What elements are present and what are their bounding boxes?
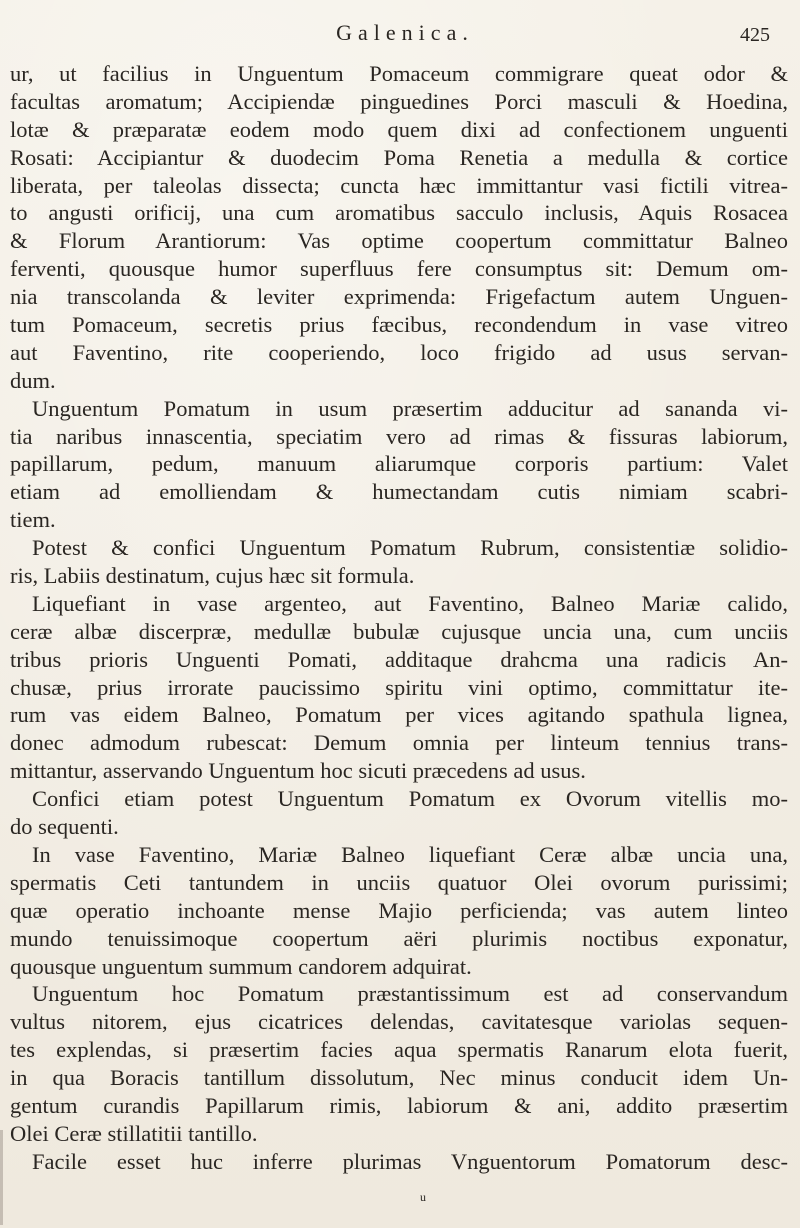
paragraph-start: In vase Faventino, Mariæ Balneo liquefiant Ceræ albæ uncia una, <box>32 841 788 867</box>
paragraph-start: Unguentum Pomatum in usum præsertim adducitur ad sananda vi- <box>32 395 788 421</box>
paragraph-start: Liquefiant in vase argenteo, aut Faventino, Balneo Mariæ calido, <box>32 590 788 616</box>
paragraph-start: Unguentum hoc Pomatum præstantissimum est ad conservandum <box>32 981 788 1007</box>
text-line: tribus prioris Unguenti Pomati, additaque drahcma una radicis An- <box>10 646 788 672</box>
text-line: ris, Labiis destinatum, cujus hæc sit formula. <box>10 563 415 589</box>
page-header <box>40 12 770 52</box>
text-line: in qua Boracis tantillum dissolutum, Nec minus conducit idem Un- <box>10 1065 788 1091</box>
text-line: gentum curandis Papillarum rimis, labiorum & ani, addito præsertim <box>10 1092 788 1118</box>
text-line: spermatis Ceti tantundem in unciis quatuor Olei ovorum purissimi; <box>10 869 788 895</box>
text-line: & Florum Arantiorum: Vas optime coopertum committatur Balneo <box>10 228 788 254</box>
paragraph-start: Facile esset huc inferre plurimas Vnguentorum Pomatorum desc- <box>32 1148 788 1174</box>
paragraph-start: Potest & confici Unguentum Pomatum Rubrum, consistentiæ solidio- <box>32 535 788 561</box>
text-line: papillarum, pedum, manuum aliarumque corporis partium: Valet <box>10 451 788 477</box>
text-line: dum. <box>10 367 56 393</box>
paragraph-start: Confici etiam potest Unguentum Pomatum ex Ovorum vitellis mo- <box>32 786 788 812</box>
text-line: Olei Ceræ stillatitii tantillo. <box>10 1120 258 1146</box>
text-line: mittantur, asservando Unguentum hoc sicuti præcedens ad usus. <box>10 758 586 784</box>
text-line: tia naribus innascentia, speciatim vero ad rimas & fissuras labiorum, <box>10 423 788 449</box>
text-line: mundo tenuissimoque coopertum aëri plurimis noctibus exponatur, <box>10 925 788 951</box>
text-line: chusæ, prius irrorate paucissimo spiritu vini optimo, committatur ite- <box>10 674 788 700</box>
text-line: liberata, per taleolas dissecta; cuncta hæc immittantur vasi fictili vitrea- <box>10 172 788 198</box>
text-line: tes explendas, si præsertim facies aqua spermatis Ranarum elota fuerit, <box>10 1037 788 1063</box>
text-line: etiam ad emolliendam & humectandam cutis nimiam scabri- <box>10 479 788 505</box>
text-line: quousque unguentum summum candorem adquirat. <box>10 953 472 979</box>
text-line: lotæ & præparatæ eodem modo quem dixi ad confectionem unguenti <box>10 116 788 142</box>
text-line: tiem. <box>10 507 56 533</box>
text-line: donec admodum rubescat: Demum omnia per linteum tennius trans- <box>10 730 788 756</box>
text-line: vultus nitorem, ejus cicatrices delendas, cavitatesque variolas sequen- <box>10 1009 788 1035</box>
text-line: to angusti orificij, una cum aromatibus sacculo inclusis, Aquis Rosacea <box>10 200 788 226</box>
text-line: aut Faventino, rite cooperiendo, loco frigido ad usus servan- <box>10 339 788 365</box>
margin-mark <box>0 1130 3 1225</box>
catchword: u <box>420 1190 426 1204</box>
text-line: facultas aromatum; Accipiendæ pinguedines Porci masculi & Hoedina, <box>10 88 788 114</box>
text-line: ceræ albæ discerpræ, medullæ bubulæ cujusque uncia una, cum unciis <box>10 618 788 644</box>
body-text <box>10 60 788 1176</box>
text-line: tum Pomaceum, secretis prius fæcibus, recondendum in vase vitreo <box>10 312 788 338</box>
page-number: 425 <box>740 24 770 46</box>
text-line: rum vas eidem Balneo, Pomatum per vices agitando spathula lignea, <box>10 702 788 728</box>
text-line: do sequenti. <box>10 814 119 840</box>
text-line: quæ operatio inchoante mense Majio perficienda; vas autem linteo <box>10 897 788 923</box>
running-head: Galenica. <box>336 20 474 45</box>
text-line: ur, ut facilius in Unguentum Pomaceum commigrare queat odor & <box>10 61 788 86</box>
text-line: ferventi, quousque humor superfluus fere consumptus sit: Demum om- <box>10 256 788 282</box>
text-line: Rosati: Accipiantur & duodecim Poma Renetia a medulla & cortice <box>10 144 788 170</box>
text-line: nia transcolanda & leviter exprimenda: Frigefactum autem Unguen- <box>10 284 788 310</box>
